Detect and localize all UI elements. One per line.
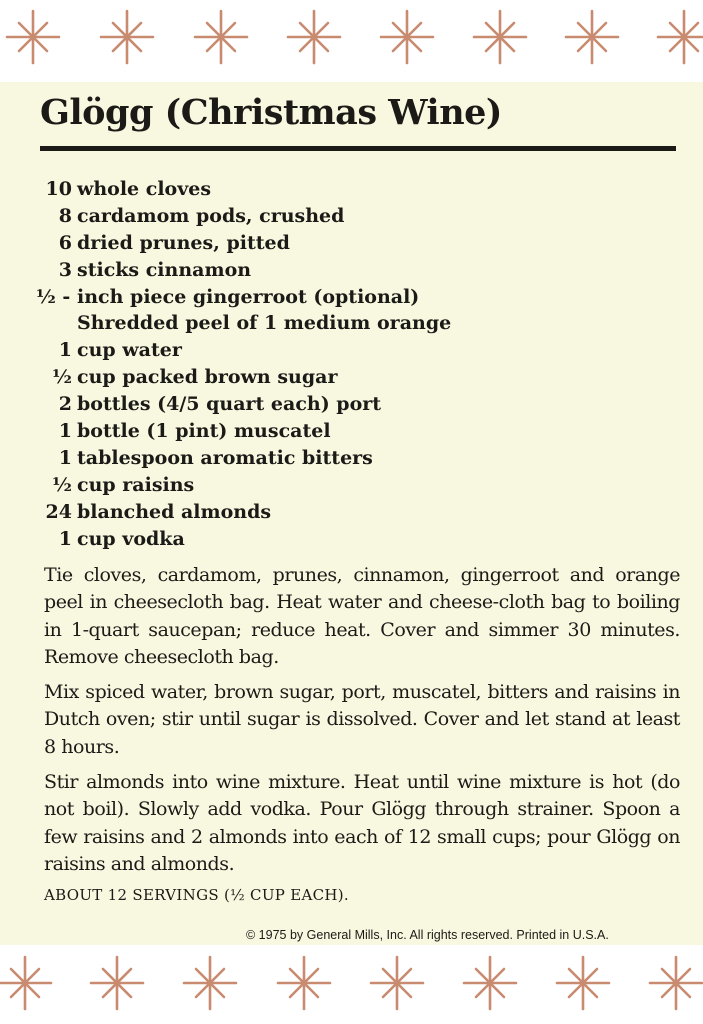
ingredient-quantity: 2: [58, 393, 72, 416]
sparkle-star-icon: [5, 9, 61, 65]
directions: [44, 562, 680, 910]
ingredient-quantity: 1: [58, 420, 72, 443]
ingredient-name: tablespoon aromatic bitters: [77, 446, 373, 469]
ingredient-item: [36, 364, 686, 391]
ingredient-item: [36, 284, 686, 311]
ingredient-list: [36, 176, 686, 552]
ingredient-item: [36, 230, 686, 257]
ingredient-name: cup water: [77, 339, 182, 362]
ingredient-quantity: [36, 310, 72, 337]
ingredient-item: [36, 499, 686, 526]
ingredient-item: [36, 391, 686, 418]
ingredient-name: inch piece gingerroot (optional): [77, 285, 420, 308]
direction-step-3: Stir almonds into wine mixture. Heat until wine mixture is hot (do not boil). Slowly add vodka. Pour Glögg through strainer. Spoon a few raisins and 2 almonds into each of 12 small cups; pour Glögg on raisins and almonds.: [44, 771, 680, 875]
sparkle-star-icon: [276, 955, 332, 1011]
ingredient-name: Shredded peel of 1 medium orange: [77, 312, 452, 335]
ingredient-quantity: 1: [58, 446, 72, 469]
ingredient-quantity: 10: [45, 178, 72, 200]
direction-step-1: Tie cloves, cardamom, prunes, cinnamon, gingerroot and orange peel in cheesecloth bag. Heat water and cheese-cloth bag to boiling in 1-quart saucepan; reduce heat. Cover and simmer 30 minutes. Remove cheesecloth bag.: [44, 564, 680, 668]
ingredient-item: [36, 472, 686, 499]
sparkle-star-icon: [182, 955, 238, 1011]
ingredient-item: [36, 203, 686, 230]
ingredient-quantity: ½: [52, 366, 72, 389]
sparkle-star-icon: [462, 955, 518, 1011]
ingredient-name: bottles (4/5 quart each) port: [77, 393, 382, 416]
copyright-notice: © 1975 by General Mills, Inc. All rights reserved. Printed in U.S.A.: [246, 928, 609, 942]
ingredient-name: cup vodka: [77, 527, 185, 550]
sparkle-star-icon: [99, 9, 155, 65]
direction-step-2: Mix spiced water, brown sugar, port, muscatel, bitters and raisins in Dutch oven; stir until sugar is dissolved. Cover and let stand at least 8 hours.: [44, 681, 680, 758]
ingredient-quantity: ½ -: [36, 285, 71, 308]
ingredient-item: [36, 257, 686, 284]
ingredient-name: sticks cinnamon: [77, 258, 252, 281]
ingredient-name: dried prunes, pitted: [77, 231, 290, 254]
ingredient-name: cup packed brown sugar: [77, 366, 338, 389]
ingredient-item: [36, 310, 686, 337]
sparkle-star-icon: [656, 9, 703, 65]
ingredient-quantity: ½: [52, 473, 72, 496]
sparkle-star-icon: [369, 955, 425, 1011]
ingredient-name: bottle (1 pint) muscatel: [77, 420, 331, 443]
ingredient-quantity: 6: [58, 231, 72, 254]
servings-note: ABOUT 12 SERVINGS (½ CUP EACH).: [44, 886, 349, 905]
sparkle-star-icon: [472, 9, 528, 65]
ingredient-item: [36, 176, 686, 203]
ingredient-name: cup raisins: [77, 473, 195, 496]
ingredient-name: whole cloves: [77, 178, 212, 200]
ingredient-item: [36, 526, 686, 553]
sparkle-star-icon: [286, 9, 342, 65]
ingredient-item: [36, 418, 686, 445]
sparkle-star-icon: [193, 9, 249, 65]
sparkle-star-icon: [555, 955, 611, 1011]
ingredient-item: [36, 445, 686, 472]
recipe-title: Glögg (Christmas Wine): [40, 92, 502, 133]
sparkle-star-icon: [379, 9, 435, 65]
ingredient-quantity: 1: [58, 339, 72, 362]
ingredient-quantity: 8: [58, 204, 72, 227]
ingredient-name: blanched almonds: [77, 500, 272, 523]
ingredient-quantity: 3: [58, 258, 72, 281]
bottom-star-border: [0, 945, 703, 1024]
sparkle-star-icon: [89, 955, 145, 1011]
ingredient-item: [36, 337, 686, 364]
ingredient-quantity: 24: [45, 500, 72, 523]
ingredient-name: cardamom pods, crushed: [77, 204, 345, 227]
sparkle-star-icon: [564, 9, 620, 65]
title-underline: [40, 146, 676, 151]
sparkle-star-icon: [648, 955, 703, 1011]
ingredient-quantity: 1: [58, 527, 72, 550]
sparkle-star-icon: [0, 955, 53, 1011]
top-star-border: [0, 0, 703, 80]
recipe-card: [0, 82, 703, 945]
